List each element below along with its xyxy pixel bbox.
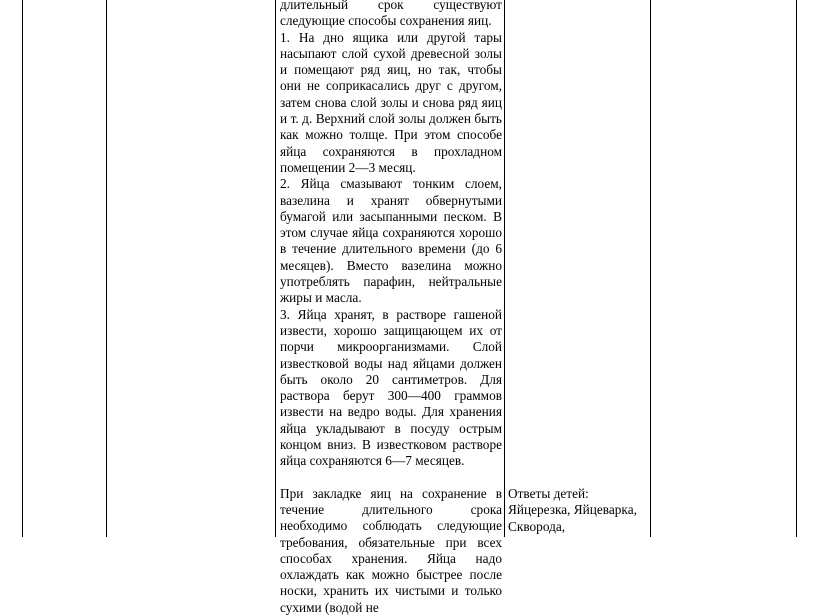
children-answers [508, 486, 648, 535]
table-border-col3 [504, 0, 505, 537]
answers-line-1: Яйцерезка, Яйцеварка, [508, 502, 637, 518]
storage-methods-text [280, 0, 502, 616]
answers-line-2: Скворода, [508, 518, 566, 534]
table-border-left [22, 0, 23, 537]
method-2-paragraph: 2. Яйца смазывают тонким слоем, вазелина и хранят обвернутыми бумагой или засыпанными песком. В этом случае яйца сохраняются хорошо в течение длительного времени (до 6 месяцев). Вместо вазелина можно употреблять парафин, нейтральные жиры и масла. [280, 176, 502, 306]
table-border-col2 [275, 0, 276, 537]
answers-label: Ответы детей: [508, 486, 589, 501]
paragraph-gap [280, 470, 502, 486]
table-border-col1 [106, 0, 107, 537]
method-3-paragraph: 3. Яйца хранят, в растворе гашеной извести, хорошо защищающем их от порчи микроорганизмами. Слой известковой воды над яйцами должен быть около 20 сантиметров. Для раствора берут 300—400 граммов извести на ведро воды. Для хранения яйца укладывают в посуду острым концом вниз. В известковом растворе яйца сохраняются 6—7 месяцев. [280, 306, 502, 469]
intro-paragraph: длительный срок существуют следующие способы сохранения яиц. [280, 0, 502, 29]
method-1-paragraph: 1. На дно ящика или другой тары насыпают слой сухой древесной золы и помещают ряд яиц, но так, чтобы они не соприкасались друг с другом, затем снова слой золы и снова ряд яиц и т. д. Верхний слой золы должен быть как можно толще. При этом способе яйца сохраняются в прохладном помещении 2—3 месяц. [280, 29, 502, 175]
table-border-right [796, 0, 797, 537]
requirements-paragraph: При закладке яиц на сохранение в течение длительного срока необходимо соблюдать следующие требования, обязательные при всех способах хранения. Яйца надо охлаждать как можно быстрее после носки, хранить их чистыми и только сухими (водой не [280, 485, 502, 615]
table-border-col4 [650, 0, 651, 537]
